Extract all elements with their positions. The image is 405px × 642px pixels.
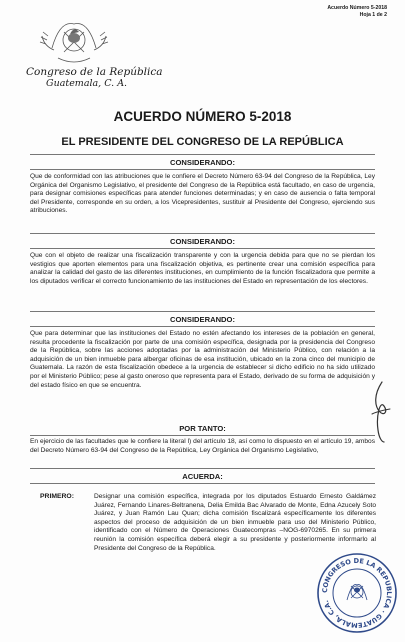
divider [30,233,375,234]
considerando-heading-2: CONSIDERANDO: [170,237,235,246]
divider [30,311,375,312]
por-tanto-heading: POR TANTO: [179,424,226,433]
acuerda-heading: ACUERDA: [182,472,223,481]
considerando-paragraph-3: Que para determinar que las instituciones del Estado no estén afectando los intereses de la población en general, resulta procedente la fiscalización por parte de una comisión específica, designada por la presidencia del Congreso de la República, sobre las acciones adoptadas por la administración del Ministerio Público, con relación a la adquisición de un bien inmueble para albergar oficinas de esa institución, ubicado en la zona cinco del municipio de Guatemala. La razón de esta fiscalización obedece a la urgencia de establecer si dicho edificio no ha sido utilizado por el Ministerio Público; pese al gasto oneroso que representa para el Estado, derivado de su forma de adquisición y del estado físico en que se encuentra. [30,330,375,389]
considerando-paragraph-1: Que de conformidad con las atribuciones que le confiere el Decreto Número 63-94 del Congreso de la República, Ley Orgánica del Organismo Legislativo, el presidente del Congreso de la República está facultado, en caso de urgencia, para designar comisiones específicas para atender funciones determinadas; y en caso de ausencia o falta temporal del Presidente, corresponde en su orden, a los Vicepresidentes, sustituir al Presidente del Congreso, ejerciendo sus atribuciones. [30,173,375,215]
organization-title: Congreso de la República [26,66,163,78]
article-primero-text: Designar una comisión específica, integrada por los diputados Estuardo Ernesto Galdámez Juárez, Fernando Linares-Beltranena, Delia Emilda Bac Alvarado de Monte, Edna Azucely Soto Juárez, y Juan Ramón Lau Quan; dicha comisión fiscalizará específicamente los diferentes aspectos del proceso de adquisición de un bien inmueble para uso del Ministerio Público, identificado con el Número de Operaciones Guatecompras –NOG-6970265. En su primera reunión la comisión específica deberá elegir a su presidente y posteriormente informarlo al Presidente del Congreso de la República. [94,493,376,552]
considerando-paragraph-2: Que con el objeto de realizar una fiscalización transparente y con la urgencia debida para que no se pierdan los vestigios que aporten elementos para una fiscalización objetiva, es pertinente crear una comisión específica para analizar la calidad del gasto de las diferentes instituciones, en cumplimiento de la función fiscalizadora que permite a los diputados verificar el correcto funcionamiento de las instituciones del Estado en representación de los electores. [30,252,375,285]
divider [30,483,375,484]
document-identifier [327,5,387,19]
divider [30,248,375,249]
handwritten-signature-icon [368,376,392,446]
seal-lettering: CONGRESO DE LA REPUBLICA · GUATEMALA, C.A. [320,556,394,630]
organization-location: Guatemala, C. A. [46,78,128,89]
considerando-heading-3: CONSIDERANDO: [170,315,235,324]
document-subtitle: EL PRESIDENTE DEL CONGRESO DE LA REPÚBLICA [61,136,344,148]
por-tanto-paragraph: En ejercicio de las facultades que le confiere la literal l) del artículo 18, así como lo dispuesto en el artículo 19, ambos del Decreto Número 63-94 del Congreso de la República, Ley Orgánica del Organismo Legislativo, [30,438,375,454]
divider [30,154,375,155]
divider [30,326,375,327]
article-primero-label: PRIMERO: [40,493,74,500]
page-indicator: Hoja 1 de 2 [359,12,387,18]
organization-name [26,66,163,90]
official-seal-icon [316,552,398,634]
document-title: ACUERDO NÚMERO 5-2018 [113,109,292,124]
divider [30,468,375,469]
coat-of-arms-icon [24,12,124,72]
considerando-heading-1: CONSIDERANDO: [170,158,235,167]
document-number: Acuerdo Número 5-2018 [327,5,387,11]
divider [30,435,375,436]
divider [30,169,375,170]
